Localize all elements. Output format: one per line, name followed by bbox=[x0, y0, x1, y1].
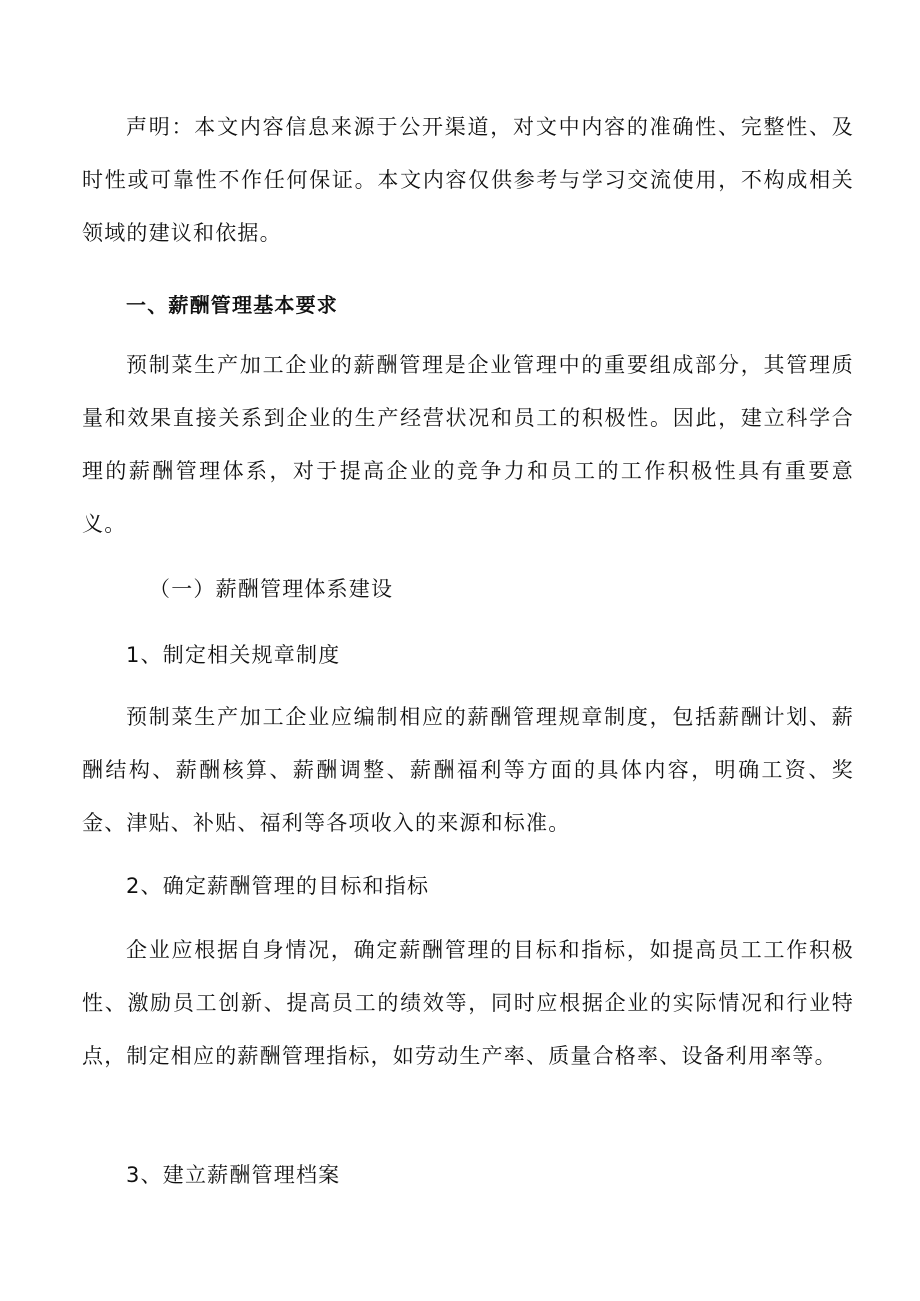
item-1-title: 1、制定相关规章制度 bbox=[126, 643, 341, 667]
item-2-body: 企业应根据自身情况，确定薪酬管理的目标和指标，如提高员工工作积极性、激励员工创新、提高员工的绩效等，同时应根据企业的实际情况和行业特点，制定相应的薪酬管理指标，如劳动生产率、质量合格率、设备利用率等。 bbox=[82, 938, 854, 1068]
item-1-body: 预制菜生产加工企业应编制相应的薪酬管理规章制度，包括薪酬计划、薪酬结构、薪酬核算、薪酬调整、薪酬福利等方面的具体内容，明确工资、奖金、津贴、补贴、福利等各项收入的来源和标准。 bbox=[82, 705, 854, 835]
subsection-title: （一）薪酬管理体系建设 bbox=[149, 577, 394, 601]
intro-paragraph: 预制菜生产加工企业的薪酬管理是企业管理中的重要组成部分，其管理质量和效果直接关系到企业的生产经营状况和员工的积极性。因此，建立科学合理的薪酬管理体系，对于提高企业的竞争力和员工的工作积极性具有重要意义。 bbox=[82, 353, 854, 536]
item-3-title: 3、建立薪酬管理档案 bbox=[126, 1163, 341, 1187]
section-title: 一、薪酬管理基本要求 bbox=[126, 293, 338, 317]
item-2-title: 2、确定薪酬管理的目标和指标 bbox=[126, 874, 430, 898]
disclaimer-paragraph: 声明：本文内容信息来源于公开渠道，对文中内容的准确性、完整性、及时性或可靠性不作任何保证。本文内容仅供参考与学习交流使用，不构成相关领域的建议和依据。 bbox=[82, 115, 854, 245]
